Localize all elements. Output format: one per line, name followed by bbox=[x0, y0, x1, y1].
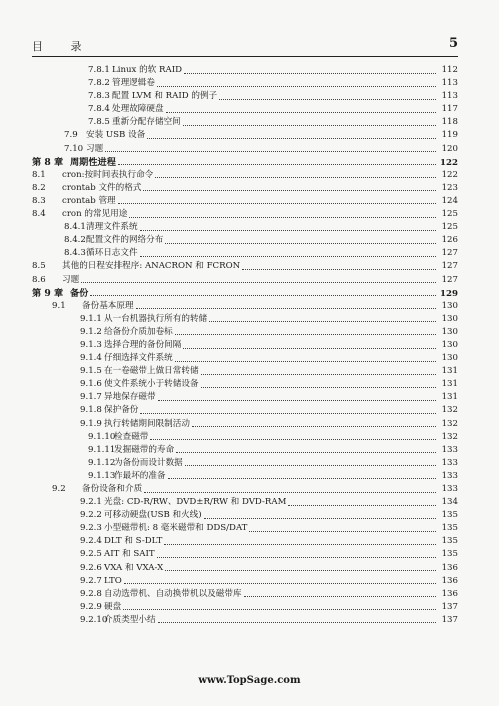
toc-entry-title: 备份 bbox=[70, 287, 89, 299]
toc-entry-page: 129 bbox=[440, 288, 458, 299]
toc-entry-page: 123 bbox=[441, 182, 458, 193]
toc-entry-title: 配置 LVM 和 RAID 的例子 bbox=[112, 91, 218, 102]
toc-entry bbox=[32, 404, 458, 417]
toc-dot-leader bbox=[157, 556, 436, 558]
toc-entry-page: 132 bbox=[441, 418, 458, 429]
toc-entry-number: 7.8.4 bbox=[88, 104, 110, 115]
toc-dot-leader bbox=[150, 438, 436, 440]
toc-entry-number: 8.6 bbox=[32, 274, 46, 285]
toc-entry-number: 9.2.3 bbox=[80, 523, 102, 534]
toc-entry-page: 126 bbox=[441, 235, 458, 246]
toc-entry-number: 9.2 bbox=[52, 484, 66, 494]
toc-entry bbox=[32, 326, 458, 339]
toc-dot-leader bbox=[288, 504, 436, 506]
toc-entry bbox=[32, 169, 458, 182]
toc-entry-number: 9.1.13 bbox=[88, 470, 116, 481]
toc-entry-number: 8.1 bbox=[32, 169, 46, 180]
toc-entry bbox=[32, 444, 458, 457]
header-title: 目 录 bbox=[32, 40, 94, 53]
toc-entry-page: 130 bbox=[441, 326, 458, 337]
toc-entry-title: 从一台机器执行所有的转储 bbox=[104, 313, 208, 324]
toc-entry-title: 光盘: CD-R/RW、DVD±R/RW 和 DVD-RAM bbox=[104, 497, 287, 508]
toc-entry-page: 125 bbox=[441, 209, 458, 220]
toc-entry-page: 135 bbox=[441, 549, 458, 560]
toc-entry-page: 130 bbox=[441, 353, 458, 364]
toc-entry-page: 122 bbox=[441, 169, 458, 180]
toc-entry-page: 112 bbox=[441, 65, 458, 75]
footer-url: www.TopSage.com bbox=[198, 675, 301, 686]
toc-entry-page: 130 bbox=[441, 339, 458, 350]
toc-entry-title: 硬盘 bbox=[104, 601, 122, 612]
toc-entry-page: 136 bbox=[441, 562, 458, 573]
toc-entry-page: 127 bbox=[441, 261, 458, 272]
toc-entry-title: 自动选带机、自动换带机以及磁带库 bbox=[104, 588, 242, 599]
toc-entry bbox=[32, 431, 458, 444]
toc-entry bbox=[32, 156, 458, 169]
toc-entry-page: 131 bbox=[441, 379, 458, 390]
toc-entry bbox=[32, 378, 458, 391]
toc-entry bbox=[32, 300, 458, 313]
toc-entry bbox=[32, 418, 458, 431]
toc-entry-title: DLT 和 S-DLT bbox=[104, 536, 163, 547]
toc-dot-leader bbox=[165, 569, 436, 571]
toc-entry-number: 第 8 章 bbox=[32, 156, 64, 168]
toc-entry-title: VXA 和 VXA-X bbox=[104, 562, 164, 573]
toc-dot-leader bbox=[158, 621, 436, 623]
toc-entry-number: 7.8.3 bbox=[88, 91, 110, 102]
toc-entry-number: 9.1.9 bbox=[80, 418, 102, 429]
toc-entry bbox=[32, 575, 458, 588]
toc-dot-leader bbox=[242, 268, 436, 270]
toc-entry-title: 发掘磁带的寿命 bbox=[114, 444, 175, 455]
toc-dot-leader bbox=[204, 517, 436, 519]
toc-entry bbox=[32, 496, 458, 509]
toc-entry-number: 9.1.11 bbox=[88, 444, 116, 455]
toc-entry-number: 9.1.12 bbox=[88, 457, 116, 468]
toc-entry bbox=[32, 601, 458, 614]
toc-entry-title: 为备份而设计数据 bbox=[114, 457, 183, 468]
toc-dot-leader bbox=[183, 124, 436, 126]
toc-entry-number: 9.1 bbox=[52, 300, 66, 311]
toc-entry bbox=[32, 260, 458, 273]
toc-entry-page: 118 bbox=[441, 117, 458, 128]
toc-entry-number: 9.1.5 bbox=[80, 366, 102, 377]
toc-entry-page: 137 bbox=[441, 614, 458, 625]
toc-entry-title: 给备份介质加卷标 bbox=[104, 326, 173, 337]
toc-entry-page: 125 bbox=[441, 222, 458, 233]
toc-entry-title: 仔细选择文件系统 bbox=[104, 353, 173, 364]
toc-entry-title: 保护备份 bbox=[104, 405, 139, 416]
toc-entry-title: cron 的常见用途 bbox=[62, 209, 128, 220]
toc-dot-leader bbox=[143, 189, 436, 191]
toc-entry-number: 第 9 章 bbox=[32, 287, 64, 299]
toc-dot-leader bbox=[158, 399, 436, 401]
toc-entry-number: 7.8.2 bbox=[88, 78, 110, 89]
toc-dot-leader bbox=[165, 242, 436, 244]
toc-entry-page: 119 bbox=[441, 130, 458, 141]
toc-entry-title: 备份设备和介质 bbox=[82, 484, 143, 494]
toc-dot-leader bbox=[124, 582, 436, 584]
toc-entry bbox=[32, 116, 458, 129]
toc-entry-page: 133 bbox=[441, 470, 458, 481]
toc-entry bbox=[32, 195, 458, 208]
toc-entry-title: 异地保存磁带 bbox=[104, 392, 156, 403]
toc-entry-page: 136 bbox=[441, 575, 458, 586]
toc-entry-number: 9.1.2 bbox=[80, 326, 102, 337]
toc-entry-title: 清理文件系统 bbox=[86, 222, 138, 233]
toc-entry-number: 8.4.2 bbox=[64, 235, 86, 246]
toc-entry-page: 122 bbox=[440, 157, 458, 168]
toc-entry-title: 习题 bbox=[86, 143, 104, 154]
toc-entry-number: 8.5 bbox=[32, 261, 46, 272]
toc-entry bbox=[32, 221, 458, 234]
toc-entry bbox=[32, 535, 458, 548]
toc-entry-title: 重新分配存储空间 bbox=[112, 117, 181, 128]
toc-entry-page: 130 bbox=[441, 300, 458, 311]
header-page-number: 5 bbox=[448, 36, 458, 51]
toc-entry-page: 127 bbox=[441, 248, 458, 259]
toc-entry-page: 120 bbox=[441, 143, 458, 154]
toc-entry-page: 133 bbox=[441, 457, 458, 468]
toc-entry-page: 136 bbox=[441, 588, 458, 599]
toc-entry-title: 处理故障硬盘 bbox=[112, 104, 164, 115]
toc-entry bbox=[32, 483, 458, 496]
toc-dot-leader bbox=[136, 307, 436, 309]
toc-entry bbox=[32, 143, 458, 156]
toc-entry bbox=[32, 208, 458, 221]
toc-entry-number: 9.2.8 bbox=[80, 588, 102, 599]
toc-entry-number: 9.1.6 bbox=[80, 379, 102, 390]
toc-entry-number: 8.2 bbox=[32, 182, 46, 193]
toc-entry-page: 134 bbox=[441, 497, 458, 508]
toc-entry bbox=[32, 182, 458, 195]
toc-entry bbox=[32, 339, 458, 352]
toc-entry-title: AIT 和 SAIT bbox=[104, 549, 155, 560]
toc-entry-number: 7.8.5 bbox=[88, 117, 110, 128]
toc-dot-leader bbox=[192, 425, 436, 427]
toc-entry-page: 132 bbox=[441, 431, 458, 442]
toc-entry-number: 8.4 bbox=[32, 209, 46, 220]
toc-entry bbox=[32, 509, 458, 522]
toc-entry bbox=[32, 562, 458, 575]
toc-entry bbox=[32, 588, 458, 601]
toc-entry-title: 检查磁带 bbox=[114, 431, 149, 442]
toc-entry-number: 7.8.1 bbox=[88, 65, 110, 75]
toc-entry-title: cron:按时间表执行命令 bbox=[62, 169, 154, 180]
toc-entry bbox=[32, 234, 458, 247]
toc-entry bbox=[32, 548, 458, 561]
toc-entry-page: 117 bbox=[441, 104, 458, 115]
toc-entry bbox=[32, 352, 458, 365]
toc-entry bbox=[32, 522, 458, 535]
toc-entry-title: Linux 的软 RAID bbox=[112, 65, 182, 75]
toc-entry-page: 135 bbox=[441, 536, 458, 547]
toc-entry-number: 9.2.6 bbox=[80, 562, 102, 573]
toc-dot-leader bbox=[201, 373, 436, 375]
toc-entry-page: 124 bbox=[441, 195, 458, 206]
toc-entry-title: 备份基本原理 bbox=[82, 300, 134, 311]
toc-entry-page: 127 bbox=[441, 274, 458, 285]
toc-dot-leader bbox=[219, 98, 436, 100]
toc-dot-leader bbox=[90, 294, 436, 296]
toc-entry-title: 习题 bbox=[62, 274, 80, 285]
toc-dot-leader bbox=[175, 360, 436, 362]
toc-entry-page: 137 bbox=[441, 601, 458, 612]
toc-entry-title: crontab 管理 bbox=[62, 195, 116, 206]
toc-entry-title: 管理逻辑卷 bbox=[112, 78, 155, 89]
toc-dot-leader bbox=[185, 464, 436, 466]
toc-dot-leader bbox=[140, 412, 436, 414]
toc-dot-leader bbox=[155, 176, 436, 178]
toc-entry-number: 9.1.3 bbox=[80, 339, 102, 350]
toc-entry-title: 介质类型小结 bbox=[104, 614, 156, 625]
toc-entry-number: 9.1.4 bbox=[80, 353, 102, 364]
toc-entry-title: 使文件系统小于转储设备 bbox=[104, 379, 199, 390]
toc-entry bbox=[32, 391, 458, 404]
toc-entry-number: 9.2.2 bbox=[80, 510, 102, 521]
toc-entry-title: LTO bbox=[104, 575, 122, 586]
toc-dot-leader bbox=[118, 202, 436, 204]
toc-dot-leader bbox=[164, 543, 436, 545]
toc-entry-page: 131 bbox=[441, 392, 458, 403]
toc-entry-number: 9.1.10 bbox=[88, 431, 116, 442]
toc-dot-leader bbox=[147, 137, 436, 139]
toc-dot-leader bbox=[140, 229, 436, 231]
toc-dot-leader bbox=[183, 347, 436, 349]
toc-dot-leader bbox=[123, 608, 436, 610]
toc-dot-leader bbox=[249, 530, 436, 532]
toc-entry-title: 在一卷磁带上做日常转储 bbox=[104, 366, 199, 377]
toc-entry-page: 130 bbox=[441, 313, 458, 324]
toc-dot-leader bbox=[140, 255, 436, 257]
toc-entry-number: 9.2.7 bbox=[80, 575, 102, 586]
toc-entry bbox=[32, 129, 458, 142]
toc-entry-number: 9.2.10 bbox=[80, 614, 108, 625]
toc-entry-number: 9.2.5 bbox=[80, 549, 102, 560]
toc-entry bbox=[32, 470, 458, 483]
toc-entry-page: 135 bbox=[441, 523, 458, 534]
toc-dot-leader bbox=[118, 163, 436, 165]
toc-entry-title: 选择合理的备份间隔 bbox=[104, 339, 182, 350]
toc-entry-number: 8.4.1 bbox=[64, 222, 86, 233]
toc-entry bbox=[32, 274, 458, 287]
toc-entry-page: 133 bbox=[441, 484, 458, 494]
toc-dot-leader bbox=[157, 85, 436, 87]
toc-entry-number: 9.2.1 bbox=[80, 497, 102, 508]
toc-entry bbox=[32, 614, 458, 627]
toc-entry-title: 循环日志文件 bbox=[86, 248, 138, 259]
toc-entry-title: 执行转储期间限制活动 bbox=[104, 418, 190, 429]
toc-dot-leader bbox=[201, 386, 436, 388]
toc-entry bbox=[32, 365, 458, 378]
toc-entry-number: 8.3 bbox=[32, 195, 46, 206]
toc-entry bbox=[32, 64, 458, 77]
toc-dot-leader bbox=[166, 111, 436, 113]
toc-entry-number: 9.1.8 bbox=[80, 405, 102, 416]
toc-entry bbox=[32, 287, 458, 300]
toc-entry-title: 作最坏的准备 bbox=[114, 470, 166, 481]
toc-entry-title: 其他的日程安排程序: ANACRON 和 FCRON bbox=[62, 261, 241, 272]
toc-entry-number: 8.4.3 bbox=[64, 248, 86, 259]
toc-dot-leader bbox=[144, 491, 436, 493]
toc-entry-number: 9.1.7 bbox=[80, 392, 102, 403]
toc-dot-leader bbox=[105, 150, 436, 152]
toc-entry bbox=[32, 247, 458, 260]
toc-entry bbox=[32, 457, 458, 470]
table-of-contents bbox=[32, 64, 458, 627]
toc-dot-leader bbox=[209, 320, 436, 322]
toc-dot-leader bbox=[176, 451, 436, 453]
toc-entry bbox=[32, 103, 458, 116]
toc-entry-title: 安装 USB 设备 bbox=[86, 130, 146, 141]
toc-entry-title: 小型磁带机: 8 毫米磁带和 DDS/DAT bbox=[104, 523, 248, 534]
toc-entry-title: 周期性进程 bbox=[70, 156, 116, 168]
toc-dot-leader bbox=[81, 281, 436, 283]
toc-entry-title: 可移动硬盘(USB 和火线) bbox=[104, 510, 202, 521]
toc-entry-page: 135 bbox=[441, 510, 458, 521]
toc-entry bbox=[32, 77, 458, 90]
toc-entry-page: 113 bbox=[441, 91, 458, 102]
toc-entry-number: 9.2.4 bbox=[80, 536, 102, 547]
toc-entry-page: 133 bbox=[441, 444, 458, 455]
toc-entry bbox=[32, 313, 458, 326]
toc-entry-number: 7.9 bbox=[64, 130, 78, 141]
toc-dot-leader bbox=[129, 216, 436, 218]
toc-dot-leader bbox=[168, 477, 436, 479]
toc-entry-page: 113 bbox=[441, 78, 458, 89]
toc-entry bbox=[32, 90, 458, 103]
toc-entry-number: 7.10 bbox=[64, 143, 84, 154]
toc-entry-number: 9.2.9 bbox=[80, 601, 102, 612]
toc-entry-title: 配置文件的网络分布 bbox=[86, 235, 164, 246]
toc-entry-page: 132 bbox=[441, 405, 458, 416]
toc-entry-title: crontab 文件的格式 bbox=[62, 182, 142, 193]
toc-entry-page: 131 bbox=[441, 366, 458, 377]
toc-dot-leader bbox=[175, 333, 436, 335]
toc-dot-leader bbox=[244, 595, 436, 597]
page-header bbox=[32, 38, 458, 57]
toc-dot-leader bbox=[184, 72, 436, 74]
toc-entry-number: 9.1.1 bbox=[80, 313, 102, 324]
